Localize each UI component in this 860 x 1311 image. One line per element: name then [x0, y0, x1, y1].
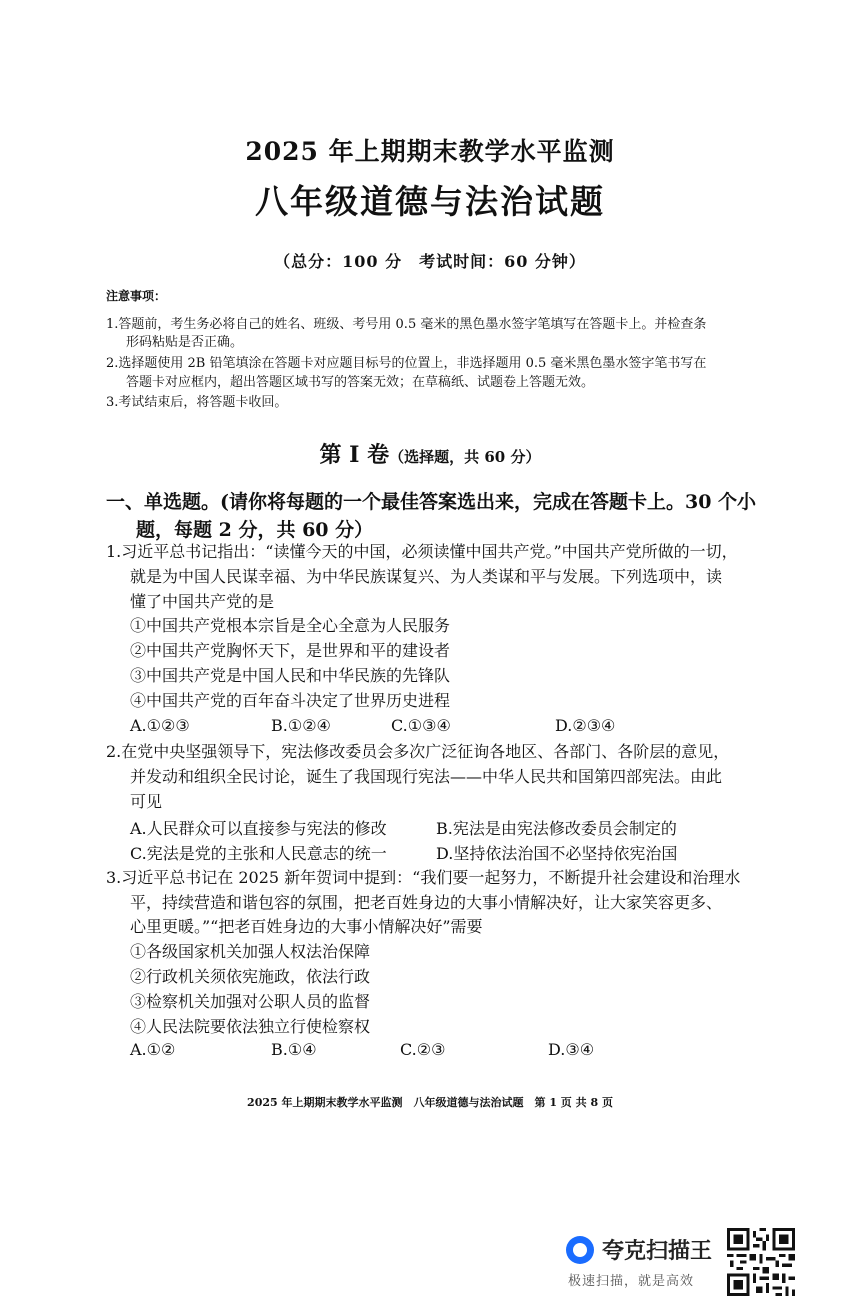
question-1-option-a[interactable]: A.①②③: [130, 716, 190, 735]
question-2-stem: 并发动和组织全民讨论，诞生了我国现行宪法——中华人民共和国第四部宪法。由此: [130, 767, 723, 786]
question-1-statement: ②中国共产党胸怀天下，是世界和平的建设者: [130, 641, 451, 660]
part-heading-continued: 题，每题 2 分，共 60 分）: [136, 519, 374, 541]
question-1-stem: 就是为中国人民谋幸福、为中华民族谋复兴、为人类谋和平与发展。下列选项中，读: [130, 567, 723, 586]
section-title: [0, 438, 860, 469]
question-1-stem: 1.习近平总书记指出：“读懂今天的中国，必须读懂中国共产党。”中国共产党所做的一切，: [106, 542, 738, 561]
note-line: 答题卡对应框内，超出答题区域书写的答案无效；在草稿纸、试题卷上答题无效。: [126, 375, 595, 390]
page-footer: 2025 年上期期末教学水平监测 八年级道德与法治试题 第 1 页 共 8 页: [247, 1096, 613, 1109]
question-1-option-b[interactable]: B.①②④: [271, 716, 331, 735]
question-2-option-c[interactable]: C.宪法是党的主张和人民意志的统一: [130, 844, 387, 863]
note-line: 2.选择题使用 2B 铅笔填涂在答题卡对应题目标号的位置上，非选择题用 0.5 毫米黑色墨水签字笔书写在: [106, 356, 707, 371]
question-3-stem: 心里更暖。”“把老百姓身边的大事小情解决好”需要: [130, 917, 483, 936]
question-3-option-c[interactable]: C.②③: [400, 1040, 446, 1059]
question-3-stem: 平，持续营造和谐包容的氛围，把老百姓身边的大事小情解决好，让大家笑容更多、: [130, 893, 723, 912]
question-3-option-d[interactable]: D.③④: [548, 1040, 595, 1059]
exam-title: 2025 年上期期末教学水平监测: [245, 137, 615, 166]
note-line: 3.考试结束后，将答题卡收回。: [106, 395, 288, 410]
notes-heading: 注意事项：: [106, 289, 167, 303]
question-1-option-c[interactable]: C.①③④: [391, 716, 451, 735]
question-2-option-b[interactable]: B.宪法是由宪法修改委员会制定的: [436, 819, 677, 838]
part-heading: 一、单选题。(请你将每题的一个最佳答案选出来，完成在答题卡上。30 个小: [106, 491, 757, 513]
question-3-stem: 3.习近平总书记在 2025 新年贺词中提到：“我们要一起努力，不断提升社会建设和治理水: [106, 868, 741, 887]
scanner-slogan: 极速扫描，就是高效: [568, 1274, 695, 1289]
section-title-text: 第 I 卷: [319, 442, 390, 468]
qr-code-icon: [727, 1228, 795, 1296]
question-1-statement: ③中国共产党是中国人民和中华民族的先锋队: [130, 666, 451, 685]
question-2-stem: 2.在党中央坚强领导下，宪法修改委员会多次广泛征询各地区、各部门、各阶层的意见，: [106, 742, 730, 761]
question-1-stem: 懂了中国共产党的是: [130, 592, 275, 611]
question-2-stem: 可见: [130, 792, 163, 811]
question-2-option-d[interactable]: D.坚持依法治国不必坚持依宪治国: [436, 844, 678, 863]
question-3-option-b[interactable]: B.①④: [271, 1040, 317, 1059]
question-3-statement: ②行政机关须依宪施政，依法行政: [130, 967, 371, 986]
exam-subject-title: 八年级道德与法治试题: [255, 182, 605, 221]
question-3-option-a[interactable]: A.①②: [130, 1040, 176, 1059]
question-1-statement: ①中国共产党根本宗旨是全心全意为人民服务: [130, 616, 451, 635]
question-3-statement: ③检察机关加强对公职人员的监督: [130, 992, 371, 1011]
question-1-statement: ④中国共产党的百年奋斗决定了世界历史进程: [130, 691, 451, 710]
score-time-line: （总分：100 分 考试时间：60 分钟）: [274, 252, 586, 271]
scanner-brand-name: 夸克扫描王: [602, 1239, 713, 1264]
scanner-logo-icon: [566, 1236, 594, 1264]
question-3-statement: ①各级国家机关加强人权法治保障: [130, 942, 371, 961]
question-3-statement: ④人民法院要依法独立行使检察权: [130, 1017, 371, 1036]
note-line: 1.答题前，考生务必将自己的姓名、班级、考号用 0.5 毫米的黑色墨水签字笔填写在答题卡上。并检查条: [106, 317, 707, 332]
note-line: 形码粘贴是否正确。: [126, 335, 244, 350]
section-subtitle: （选择题，共 60 分）: [389, 448, 541, 466]
question-1-option-d[interactable]: D.②③④: [555, 716, 616, 735]
question-2-option-a[interactable]: A.人民群众可以直接参与宪法的修改: [130, 819, 387, 838]
